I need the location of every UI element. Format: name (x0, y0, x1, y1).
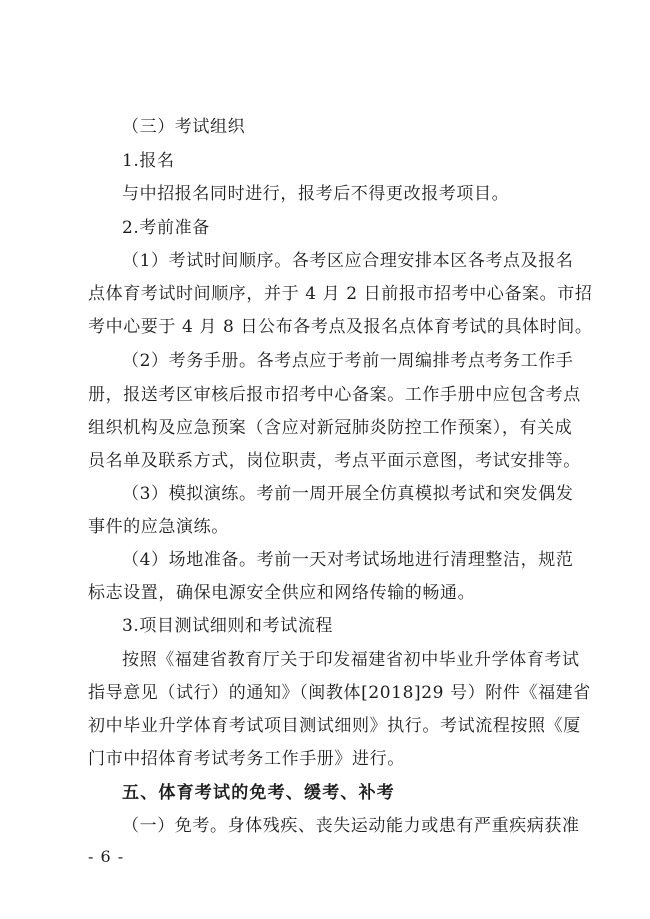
section-heading-exemption: 五、体育考试的免考、缓考、补考 (122, 783, 395, 803)
paragraph-line: （3）模拟演练。考前一周开展全仿真模拟考试和突发偶发 (122, 484, 574, 504)
paragraph-line: 点体育考试时间顺序，并于 4 月 2 日前报市招考中心备案。市招 (88, 284, 593, 304)
paragraph-line: 初中毕业升学体育考试项目测试细则》执行。考试流程按照《厦 (88, 716, 581, 736)
subheading-registration: 1.报名 (122, 151, 175, 171)
subheading-test-rules: 3.项目测试细则和考试流程 (122, 616, 334, 636)
paragraph-line: （一）免考。身体残疾、丧失运动能力或患有严重疾病获准 (122, 816, 580, 836)
paragraph-line: 册，报送考区审核后报市招考中心备案。工作手册中应包含考点 (88, 385, 581, 405)
subheading-preparation: 2.考前准备 (122, 218, 210, 238)
paragraph-line: （1）考试时间顺序。各考区应合理安排本区各考点及报名 (122, 251, 574, 271)
paragraph-line: （4）场地准备。考前一天对考试场地进行清理整洁，规范 (122, 550, 574, 570)
paragraph-line: 标志设置，确保电源安全供应和网络传输的畅通。 (88, 583, 476, 603)
paragraph-line: 门市中招体育考试考务工作手册》进行。 (88, 749, 405, 769)
paragraph-line: 按照《福建省教育厅关于印发福建省初中毕业升学体育考试 (122, 650, 580, 670)
section-heading-exam-organization: （三）考试组织 (122, 117, 246, 137)
paragraph-line: 指导意见（试行）的通知》（闽教体[2018]29 号）附件《福建省 (88, 683, 591, 703)
paragraph-line: 事件的应急演练。 (88, 517, 229, 537)
paragraph-line: 与中招报名同时进行，报考后不得更改报考项目。 (122, 184, 510, 204)
page-number: - 6 - (88, 847, 125, 866)
paragraph-line: 组织机构及应急预案（含应对新冠肺炎防控工作预案），有关成 (88, 418, 573, 438)
paragraph-line: 员名单及联系方式，岗位职责，考点平面示意图，考试安排等。 (88, 451, 581, 471)
paragraph-line: （2）考务手册。各考点应于考前一周编排考点考务工作手 (122, 351, 574, 371)
paragraph-line: 考中心要于 4 月 8 日公布各考点及报名点体育考试的具体时间。 (88, 317, 593, 337)
